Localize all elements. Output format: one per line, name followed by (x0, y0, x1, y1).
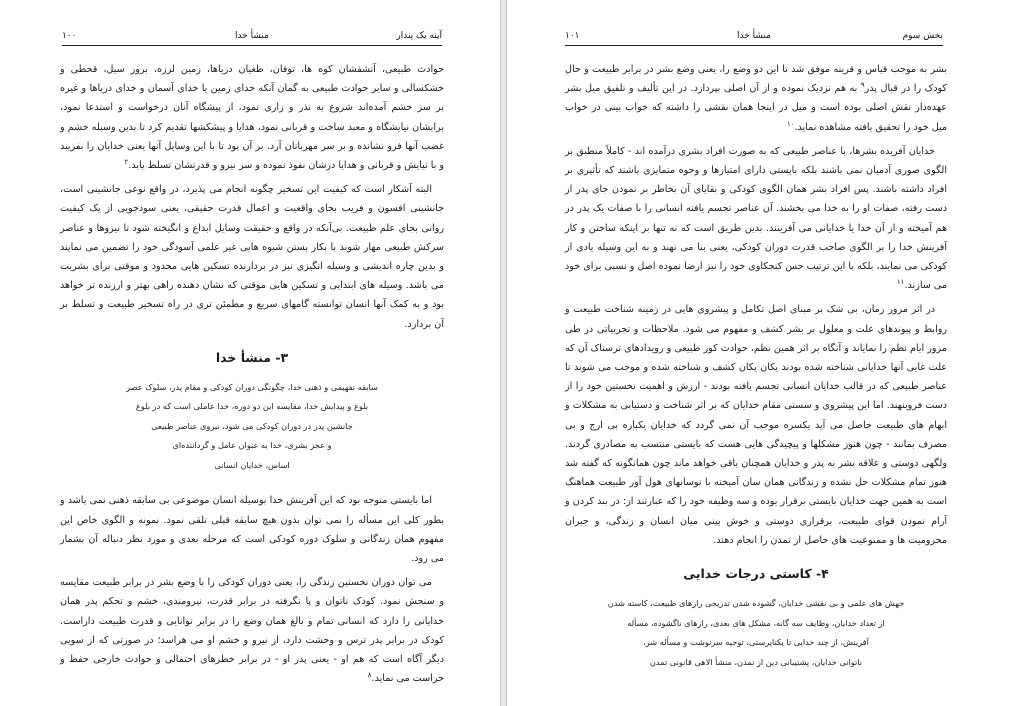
section-abstract (565, 594, 947, 672)
left-page (0, 0, 500, 706)
paragraph: خدایان آفریده بشرها، با عناصر طبیعی که به صورت افراد بشری درآمده اند - کاملاً منطبق بر الگوی صوری آدمیان نمی باشند بلکه بایستی دارای امتیازها و وجوه متمایزی باشند که تأثیری بر افراد داشته باشند. پس افراد بشر همان الگوی کودکی و بقایای آن بخاطر بر نمودن جای پدر از دست رفته، صفات او را به خدا می بخشند. آن عناصر تجسم یافته انسانی را با صفات یک پدر در هم آمیخته و از آن خدا یا خدایانی می آفرینند. بدین طریق است که نه تنها بر اینکه ساختن و کار آفرینش خدا را بر الگوی صاحب قدرت دوران کودکی، یعنی بنا می نهند و به این وسیله یادی از کودکی می نمایند، بلکه با این ترتیب حس کنجکاوی خود را نیز ارضا نموده اصل و نسبی برای خود می سازند.$^{۱۱}$ (565, 145, 947, 292)
page-header (565, 29, 943, 46)
abstract-line: بلوغ و پیدایش خدا، مقایسه این دو دوره، خدا عاملی است که در بلوغ (135, 401, 369, 412)
paragraph: حوادث طبیعی، آتشفشان کوه ها، توفان، طغیان دریاها، زمین لرزه، بروز سیل، قحطی و خشکسالی و سایر حوادث طبیعی به گمان آنکه خدای زمین یا خدای آسمان و خدای دریاها و غیره بر سر خشم آمده‌اند شروع به نذر و زاری نمود، از پیشگاه آنان درخواست و استدعا نمود، برایشان نیایشگاه و معبد ساخت و قربانی نمود، هدایا و پیشکشها تقدیم کرد تا بدین وسیله خشم و غضب آنها فرو نشانده و بر سر مهربانان آرد. بر آن بود تا با این وسایل آنها یعنی خدایان را بفریبد و با نیایش و قربانی و هدایا درشان نفوذ نموده و سر نیرو و قدرتشان تسلط یابد.$^۲$ (60, 64, 444, 172)
section-abstract (60, 378, 444, 476)
chapter-title: منشأ خدا (235, 31, 269, 41)
section-heading: ۳- منشأ خدا (215, 349, 289, 365)
page-body (565, 60, 947, 688)
paragraph: در اثر مرور زمان، بی شک بر مبنای اصل تکامل و پیشروی هایی در زمینه شناخت طبیعت و روابط و پیوندهای علت و معلول بر بشر کشف و مفهوم می شود. ملاحظات و تجربیاتی در طی مرور ایام نظم را نمایاند و آنگاه بر اثر همین نظم، حوادث کور طبیعی و رویدادهای ترسناک آن که علت غایی آنها خدایانی شناخته شده بودند یکان یکان کشف و شناخته شده و موجب می شوند تا عناصر طبیعی که در قالب خدایان انسانی تجسم یافته بودند - ارزش و اهمیت نخستین خود را از دست فروبنهند. اما این پیشروی و سستی مقام خدایان که بر اثر شناخت و دستیابی به مشکلات و ابهام های طبیعت حاصل می آید یکسره موجب آن نمی گردد که خدایان یکباره بی ارج و بی مصرف بمانند - چون هنوز مشکلها و پیچیدگی هایی هست که بایستی منتسب به مصادری گردند. ولگهی دوستی و علاقه بشر به پدر و خدایان همچنان باقی خواهد ماند چون همانگونه که گفته شد هنوز تمام مشکلات حل نشده و زندگانی همان سان آمیخته با نوسانهای هول آور طبیعت هماهنگ است به همین جهت خدایان بایستی برقرار بوده و سه وظیفه خود را که عبارتند از: در بند کردن و آرام نمودن قوای طبیعت، برقراری دوستی و خوش بینی میان انسان و زندگی، و جبران محرومیت ها و ممنوعیت های حاصل از تمدن را انجام دهند. (565, 304, 947, 546)
abstract-line: جانشین پدر در دوران کودکی می شود، نیروی عناصر طبیعی (151, 420, 353, 431)
footnote-marker: ۱۱ (896, 278, 905, 287)
part-title: بخش سوم (902, 31, 943, 41)
right-page (507, 0, 1009, 706)
abstract-line: جهش های علمی و بی نقشی خدایان، گشوده شدن تدریجی رازهای طبیعت، کاسته شدن (607, 598, 905, 609)
abstract-line: آفرینش، از چند خدایی تا یکتاپرستی، توجیه سرنوشت و مسأله شر، (643, 637, 869, 648)
abstract-line: اساس، خدایان انسانی (214, 459, 290, 470)
footnote-marker: ۱۰ (786, 119, 795, 128)
abstract-line: از تعداد خدایان، وظایف سه گانه، مشکل های بعدی، رازهای ناگشوده، مسأله (627, 617, 885, 628)
page-number: ۱۰۰ (62, 31, 77, 41)
page-body (60, 60, 444, 693)
paragraph: اما بایستی متوجه بود که این آفرینش خدا بوسیله انسان موضوعی بی سابقه ذهنی نمی باشد و بطور کلی این مسأله را نمی توان بدون هیچ سابقه قبلی تلقی نمود. نمونه و الگوی خاص این مفهوم همان زندگانی و سلوک دوره کودکی است که مرحله بعدی و مورد نظر دنباله آن بشمار می رود. (60, 495, 444, 564)
footnote-marker: ۸ (367, 670, 372, 679)
book-title: آینه یک پندار (396, 31, 442, 41)
abstract-line: ناتوانی خدایان، پشتیبانی دین از تمدن، منشأ الاهی قانونی تمدن (649, 656, 863, 667)
paragraph: بشر به موجب قیاس و قرینه موفق شد تا این دو وضع را، یعنی وضع بشر در برابر طبیعت و حال کودک را در قبال پدر$^۹$ به هم نزدیک نموده و از آن اصلی بپردازد. در این تألیف و تلفیق میل بشر عهده‌دار نقش اصلی بوده است و میل در اینجا همان نقشی را داشته که خواب بینی در خواب میل خود را تحقیق یافته مشاهده نماید.$^{۱۰}$ (565, 64, 948, 133)
abstract-line: سابقه تفهیمی و ذهنی خدا، چگونگی دوران کودکی و مقام پدر، سلوک عصر (126, 381, 378, 392)
abstract-line: و عجز بشری، خدا به عنوان عامل و گرداننده‌ای (172, 440, 332, 451)
page-gutter (500, 0, 507, 706)
page-number: ۱۰۱ (565, 31, 580, 41)
footnote-marker: ۹ (860, 81, 865, 90)
paragraph: می توان دوران نخستین زندگی را، یعنی دوران کودکی را با وضع بشر در برابر طبیعت مقایسه و سنجش نمود. کودک ناتوان و پا نگرفته در برابر قدرت، نیرومندی، خشم و تحکم پدر همان خدایانی را دارد که انسانی تمام و بالغ همان وضع را در برابر توانایی و قدرت طبیعت داراست. کودک در برابر پدر ترس و وحشت دارد، از نیرو و خشم او می هراسد؛ در صورتی که از سویی دیگر آگاه است که هم او - یعنی پدر او - در برابر خطرهای احتمالی و حوادث خارجی حفظ و حراست می نماید.$^۸$ (60, 577, 444, 685)
paragraph: البته آشکار است که کیفیت این تسخیر چگونه انجام می پذیرد، در واقع نوعی جانشینی است، جانشینی افسون و فریب بجای واقعیت و اعمال قدرت حقیقی، یعنی سودجویی از یک کیفیت روانی بجای علم طبیعت. بی‌آنکه در واقع و حقیقت وسایل ابداع و انگیخته شود تا نیروها و عناصر سرکش طبیعی مهار شوند با بکار بستن شیوه هایی غیر علمی آسودگی خود را تضمین می نمایند و بدین چاره اندیشی و وسیله انگیزی نیز در بردارنده تسکین هایی محدود و موقتی برای بشریت می باشد. وسیله های ابتدایی و تسکین هایی موقتی که نشان دهنده راهی بهتر و ارزنده تر خواهد بود و به کمک آنها انسان توانسته گامهای سریع و مطمئن تری در راه تسخیر طبیعت و تسلط بر آن بردارد. (60, 184, 444, 330)
section-heading: ۴- کاستی درجات خدایی (683, 566, 829, 582)
footnote-marker: ۲ (124, 157, 129, 166)
chapter-title: منشأ خدا (737, 31, 771, 41)
page-header (62, 29, 442, 46)
